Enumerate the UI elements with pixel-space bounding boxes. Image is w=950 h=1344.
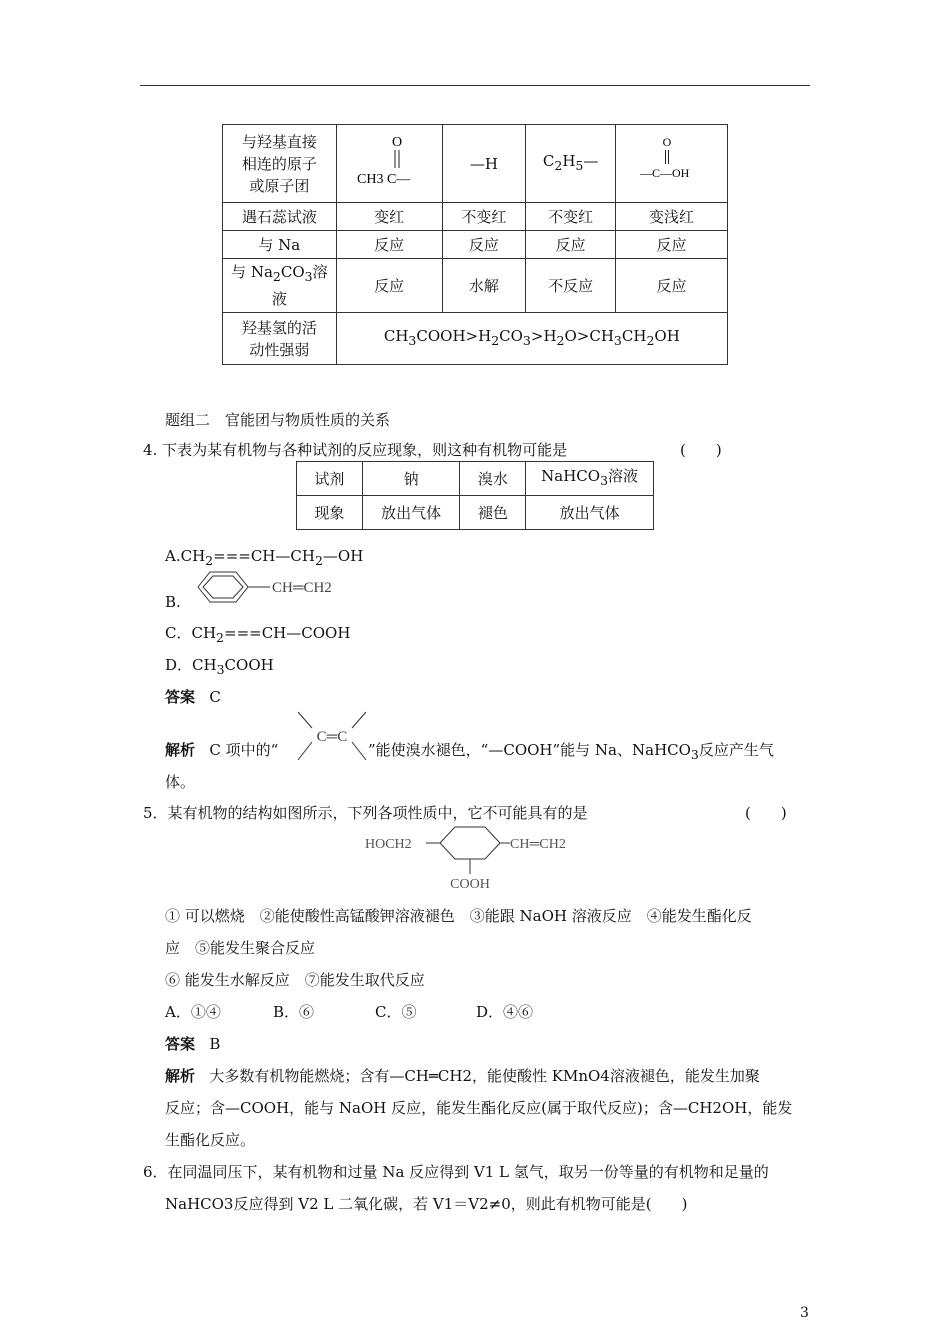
oxygen-label: O: [392, 134, 403, 150]
question-6-stem: 6．在同温同压下，某有机物和过量 Na 反应得到 V1 L 氢气，取另一份等量的有机物和足量的: [143, 1163, 769, 1181]
answer-label: 答案: [165, 1035, 196, 1053]
table-row: [223, 313, 728, 365]
table-cell: 反应: [336, 259, 442, 313]
question-6-stem: NaHCO3反应得到 V2 L 二氧化碳，若 V1＝V2≠0，则此有机物可能是( ): [165, 1195, 688, 1213]
answer-label: 答案: [165, 688, 196, 706]
table-cell: 反应: [336, 231, 442, 259]
table-cell: 变浅红: [616, 203, 728, 231]
vinyl-label: CH═CH2: [510, 837, 566, 852]
table-cell: 放出气体: [526, 496, 654, 530]
property-list: ⑥ 能发生水解反应 ⑦能发生取代反应: [165, 971, 425, 989]
table-cell: 水解: [442, 259, 526, 313]
table-cell: 变红: [336, 203, 442, 231]
row-label-line: 或原子团: [249, 176, 310, 195]
table-cell: 反应: [442, 231, 526, 259]
table-cell: 不变红: [442, 203, 526, 231]
answer-value: C: [209, 688, 221, 706]
table-cell: 遇石蕊试液: [223, 203, 337, 231]
table-cell: [223, 313, 337, 365]
question-5-stem: 5．某有机物的结构如图所示，下列各项性质中，它不可能具有的是: [143, 804, 588, 822]
analysis-text: 反应；含—COOH，能与 NaOH 反应，能发生酯化反应(属于取代反应)；含—CH2OH，能发: [165, 1099, 793, 1117]
option-c: C．⑤: [375, 1003, 417, 1021]
option-d: D．④⑥: [476, 1003, 534, 1021]
option-b: B．⑥: [273, 1003, 315, 1021]
analysis-line: [165, 740, 278, 760]
table-row: [223, 231, 728, 259]
answer-blank: ( ): [680, 441, 722, 459]
table-cell: 放出气体: [362, 496, 460, 530]
row-label-line: 液: [271, 290, 287, 308]
vinyl-label: CH═CH2: [272, 580, 332, 596]
acetyl-label: CH3 C—: [357, 171, 411, 187]
question-4-stem: 4. 下表为某有机物与各种试剂的反应现象，则这种有机物可能是: [143, 441, 568, 459]
row-label-line: 动性强弱: [249, 340, 310, 359]
property-list: ① 可以燃烧 ②能使酸性高锰酸钾溶液褪色 ③能跟 NaOH 溶液反应 ④能发生酯化反: [165, 907, 752, 925]
analysis-text: 大多数有机物能燃烧；含有—CH═CH2，能使酸性 KMnO4溶液褪色，能发生加聚: [209, 1067, 760, 1085]
table-cell: 反应: [616, 259, 728, 313]
oxygen-label: O: [662, 134, 671, 149]
header-rule: [140, 85, 810, 86]
answer-line: [165, 1034, 220, 1054]
hydroxymethyl-label: HOCH2: [365, 837, 412, 852]
table-cell: 反应: [616, 231, 728, 259]
table-row: [297, 462, 654, 496]
option-c: C．$CH_2===CH—COOH$: [165, 624, 351, 645]
table-row: [223, 125, 728, 203]
acetyl-structure-cell: [336, 125, 442, 203]
carboxyl-label: COOH: [450, 877, 490, 892]
table-cell: 钠: [362, 462, 460, 496]
answer-value: B: [209, 1035, 221, 1053]
table-cell: NaHCO$_3$溶液: [526, 462, 654, 496]
table-row: [297, 496, 654, 530]
row-label-line: 相连的原子: [241, 154, 317, 173]
option-d: D．$CH_3COOH$: [165, 656, 274, 677]
table-row: [223, 203, 728, 231]
analysis-label: 解析: [165, 741, 196, 759]
option-a: A．①④: [165, 1003, 221, 1021]
carboxyl-structure-cell: [616, 125, 728, 203]
reagent-table: [296, 461, 654, 530]
table-cell: 现象: [297, 496, 363, 530]
table-cell: [223, 259, 337, 313]
option-b: B.: [165, 593, 181, 611]
styrene-structure: [190, 566, 360, 608]
analysis-text: 体。: [165, 773, 196, 791]
table-cell: 溴水: [460, 462, 526, 496]
property-list: 应 ⑤能发生聚合反应: [165, 939, 316, 957]
row-label-line: 与羟基直接: [241, 132, 317, 151]
table-cell: 不反应: [526, 259, 616, 313]
answer-line: [165, 687, 221, 707]
alkene-label: C═C: [316, 729, 348, 745]
answer-blank: ( ): [745, 804, 787, 822]
question-5-structure: [360, 822, 600, 896]
table-row: [223, 259, 728, 313]
table-cell: 不变红: [526, 203, 616, 231]
acetyl-structure: [339, 126, 439, 196]
carboxyl-label: —C—OH: [639, 165, 689, 180]
table-cell: 试剂: [297, 462, 363, 496]
analysis-text: ”能使溴水褪色，“—COOH”能与 Na、NaHCO$_3$反应产生气: [368, 741, 774, 762]
row-label-line: 与 $Na_2CO_3$溶: [231, 263, 328, 284]
carboxyl-structure: [622, 126, 722, 196]
hydroxyl-comparison-table: [222, 124, 728, 365]
table-cell: 与 Na: [223, 231, 337, 259]
table-cell: $C_2H_5—$: [526, 125, 616, 203]
section-title: 题组二 官能团与物质性质的关系: [165, 411, 391, 429]
analysis-text: C 项中的“: [209, 741, 279, 759]
alkene-structure: [296, 708, 370, 764]
table-cell: 褪色: [460, 496, 526, 530]
option-a: $A.CH_2===CH—CH_2—OH$: [165, 547, 364, 568]
analysis-line: [165, 1066, 760, 1086]
table-cell: [223, 125, 337, 203]
table-cell: 反应: [526, 231, 616, 259]
acidity-order-cell: $CH_3COOH>H_2CO_3>H_2O>CH_3CH_2OH$: [336, 313, 727, 365]
row-label-line: 羟基氢的活: [241, 318, 317, 337]
table-cell: —H: [442, 125, 526, 203]
analysis-label: 解析: [165, 1067, 196, 1085]
page-number: 3: [800, 1305, 809, 1321]
analysis-text: 生酯化反应。: [165, 1131, 256, 1149]
